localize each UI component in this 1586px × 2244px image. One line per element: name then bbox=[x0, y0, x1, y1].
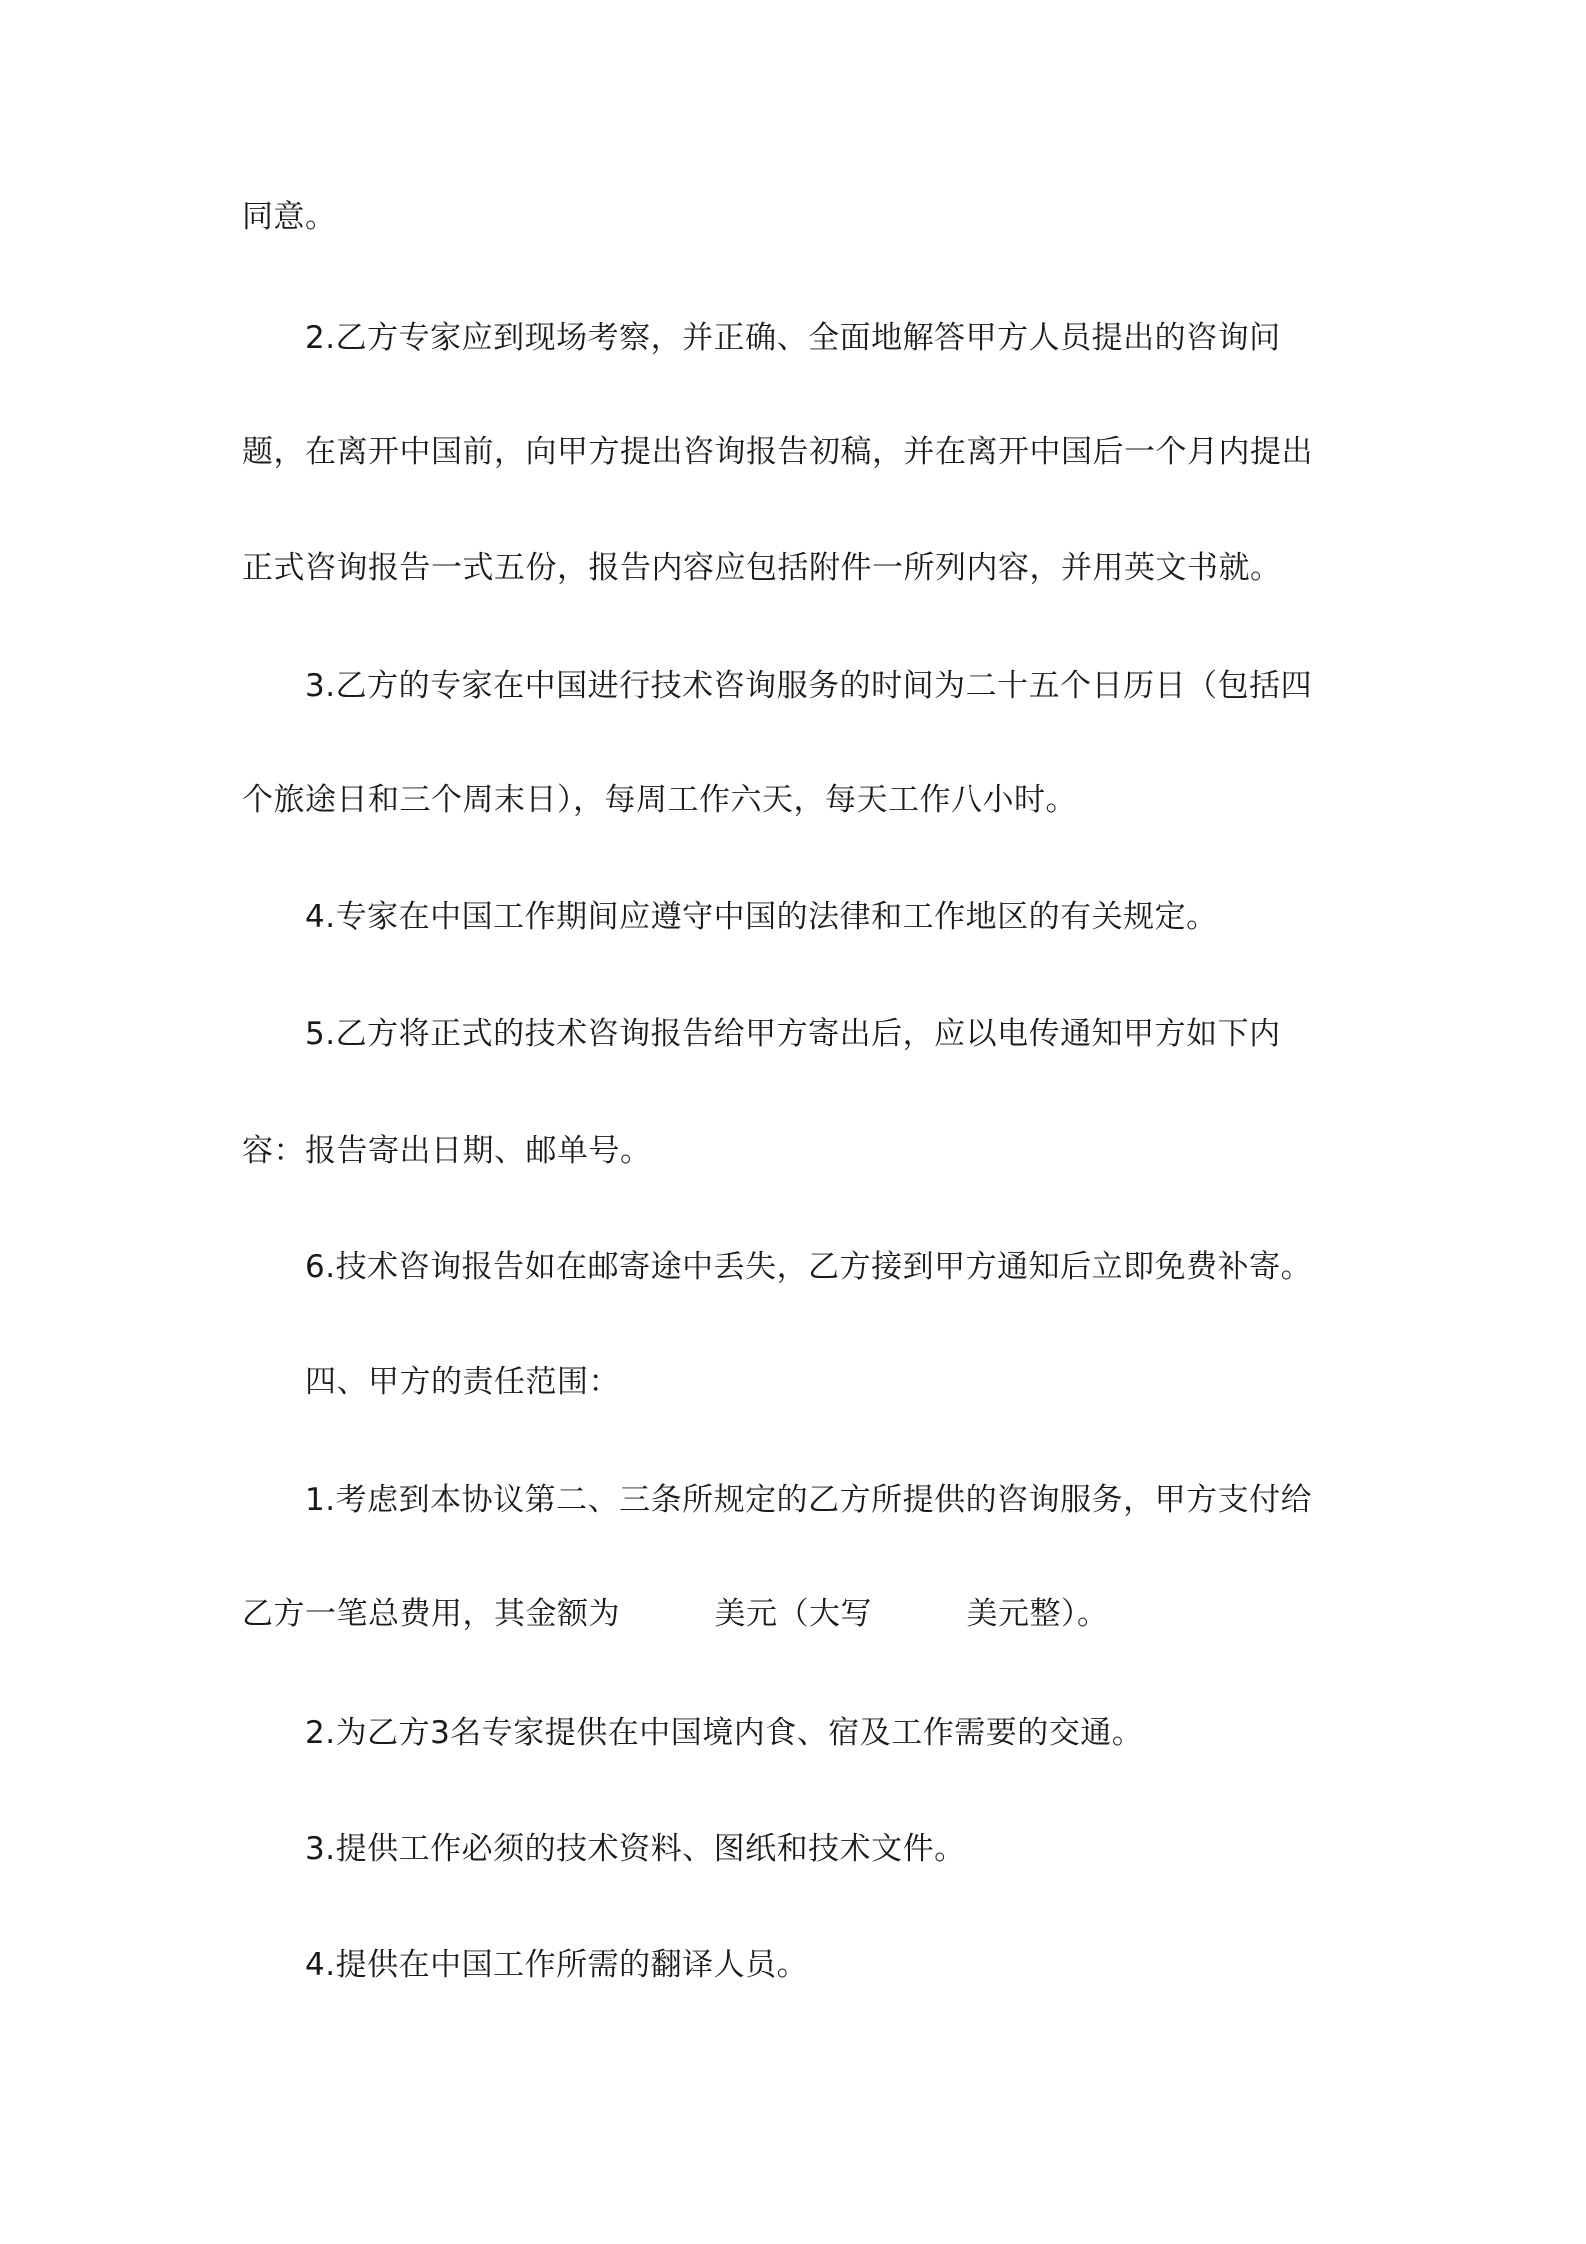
paragraph-line: 2.为乙方3名专家提供在中国境内食、宿及工作需要的交通。 bbox=[305, 1715, 1144, 1751]
paragraph-line: 4.专家在中国工作期间应遵守中国的法律和工作地区的有关规定。 bbox=[305, 899, 1218, 935]
paragraph-line: 个旅途日和三个周末日），每周工作六天，每天工作八小时。 bbox=[242, 782, 1077, 818]
paragraph-line: 5.乙方将正式的技术咨询报告给甲方寄出后，应以电传通知甲方如下内 bbox=[305, 1016, 1281, 1052]
paragraph-line: 正式咨询报告一式五份，报告内容应包括附件一所列内容，并用英文书就。 bbox=[242, 550, 1282, 586]
paragraph-line: 乙方一笔总费用，其金额为 美元（大写 美元整）。 bbox=[242, 1596, 1109, 1632]
paragraph-line: 6.技术咨询报告如在邮寄途中丢失，乙方接到甲方通知后立即免费补寄。 bbox=[305, 1249, 1313, 1285]
paragraph-line: 2.乙方专家应到现场考察，并正确、全面地解答甲方人员提出的咨询问 bbox=[305, 320, 1281, 356]
paragraph-line: 同意。 bbox=[242, 199, 337, 235]
paragraph-line: 1.考虑到本协议第二、三条所规定的乙方所提供的咨询服务，甲方支付给 bbox=[305, 1482, 1313, 1518]
paragraph-line: 容：报告寄出日期、邮单号。 bbox=[242, 1133, 652, 1169]
paragraph-line: 4.提供在中国工作所需的翻译人员。 bbox=[305, 1947, 809, 1983]
paragraph-line: 题，在离开中国前，向甲方提出咨询报告初稿，并在离开中国后一个月内提出 bbox=[242, 434, 1313, 470]
paragraph-line: 3.乙方的专家在中国进行技术咨询服务的时间为二十五个日历日（包括四 bbox=[305, 668, 1313, 704]
section-heading: 四、甲方的责任范围： bbox=[305, 1364, 620, 1400]
paragraph-line: 3.提供工作必须的技术资料、图纸和技术文件。 bbox=[305, 1831, 966, 1867]
